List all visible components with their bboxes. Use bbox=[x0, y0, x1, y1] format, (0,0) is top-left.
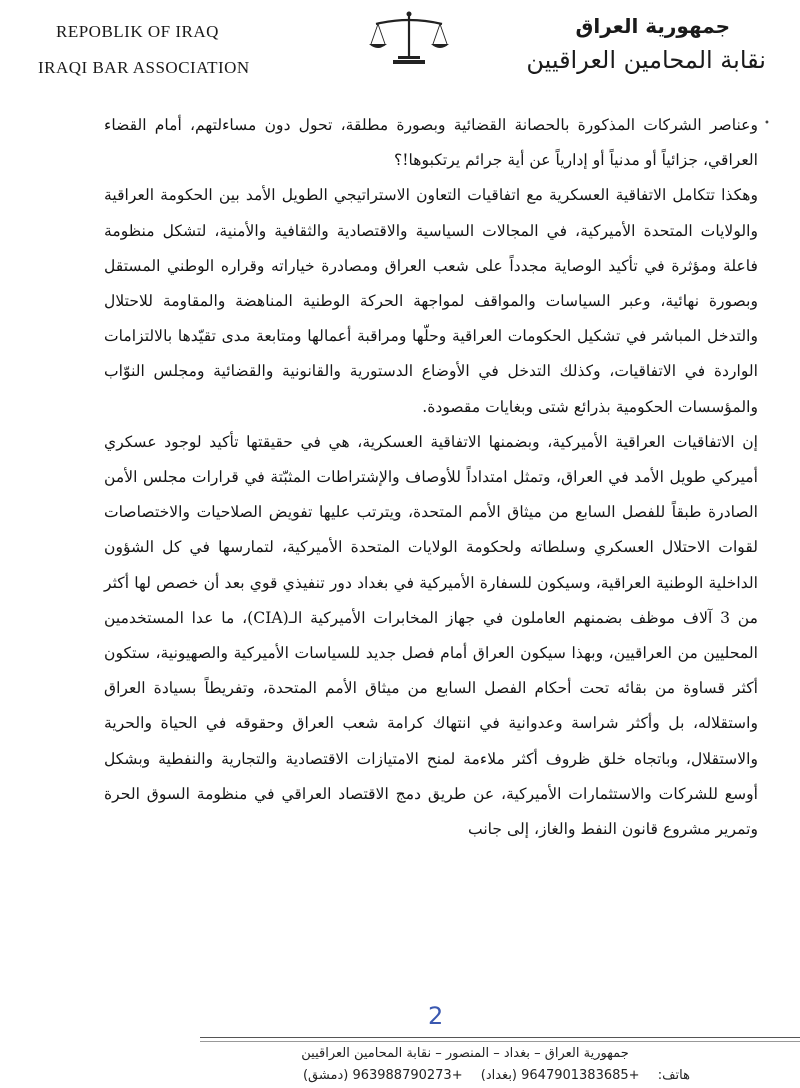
scales-of-justice-icon bbox=[368, 10, 450, 66]
footer-address: جمهورية العراق – بغداد – المنصور – نقابة المحامين العراقيين bbox=[301, 1046, 629, 1061]
english-header bbox=[38, 22, 250, 78]
phone-baghdad: +9647901383685 (بغداد) bbox=[480, 1068, 640, 1083]
footer-divider bbox=[200, 1037, 800, 1038]
association-name-english: IRAQI BAR ASSOCIATION bbox=[38, 58, 250, 77]
phone-label: هاتف: bbox=[657, 1068, 690, 1083]
paragraph-2: وهكذا تتكامل الاتفاقية العسكرية مع اتفاقيات التعاون الاستراتيجي الطويل الأمد بين الحكومة العراقية والولايات المتحدة الأميركية، في المجالات السياسية والاقتصادية والثقافية والأمنية، لتشكل منظومة فاعلة ومؤثرة في تأكيد الوصاية مجدداً على شعب العراق ومصادرة خياراته وقراره الوطني المستقل وبصورة نهائية، وعبر السياسات والمواقف لمواجهة الحركة الوطنية المناهضة والمقاومة للاحتلال والتدخل المباشر في تشكيل الحكومات العراقية وحلّها ومراقبة أعمالها ومتابعة مدى تقيّدها بالالتزامات الواردة في الاتفاقيات، وكذلك التدخل في الأوضاع الدستورية والقانونية والقضائية ومجلس النوّاب والمؤسسات الحكومية بذرائع شتى وبغايات مقصودة. bbox=[104, 186, 758, 416]
bullet-mark: • bbox=[764, 118, 770, 129]
country-name-arabic: جمهورية العراق bbox=[575, 14, 730, 38]
footer-divider-inner bbox=[200, 1041, 800, 1042]
page-number: 2 bbox=[428, 1002, 444, 1030]
arabic-header bbox=[526, 14, 766, 74]
paragraph-1: وعناصر الشركات المذكورة بالحصانة القضائية وبصورة مطلقة، تحول دون مساءلتهم، أمام القضاء العراقي، جزائياً أو مدنياً أو إدارياً عن أية جرائم يرتكبوها!؟ bbox=[104, 116, 758, 170]
phone-damascus: +963988790273 (دمشق) bbox=[302, 1068, 463, 1083]
country-name-english: REPOBLIK OF IRAQ bbox=[56, 22, 219, 41]
letterhead bbox=[0, 0, 800, 95]
paragraph-3: إن الاتفاقيات العراقية الأميركية، وبضمنها الاتفاقية العسكرية، هي في حقيقتها تأكيد لوجود عسكري أميركي طويل الأمد في العراق، وتمثل امتداداً للأوصاف والإشتراطات المثبّتة في قرارات مجلس الأمن الصادرة طبقاً للفصل السابع من ميثاق الأمم المتحدة، ويترتب عليها تفويض الصلاحيات والاختصاصات لقوات الاحتلال العسكري وسلطاته ولحكومة الولايات المتحدة الأميركية، لتمارسها في كل الشؤون الداخلية الوطنية العراقية، وسيكون للسفارة الأميركية في بغداد دور تنفيذي قوي بعد أن خصص لها أكثر من 3 آلاف موظف بضمنهم العاملون في جهاز المخابرات الأميركية الـ(CIA)، ما عدا المستخدمين المحليين من العراقيين، وبهذا سيكون العراق أمام فصل جديد للسياسات الأميركية والصهيونية، ستكون أكثر قساوة من بقائه تحت أحكام الفصل السابع من ميثاق الأمم المتحدة، وتفريطاً بسيادة العراق واستقلاله، بل وأكثر شراسة وعدوانية في انتهاك كرامة شعب العراق وحقوقه في الحياة والحرية والاستقلال، وباتجاه خلق ظروف أكثر ملاءمة لمنح الامتيازات الاقتصادية والتجارية والنفطية وبشكل أوسع للشركات والاستثمارات الأميركية، عن طريق دمج الاقتصاد العراقي في منظومة السوق الحرة وتمرير مشروع قانون النفط والغاز، إلى جانب bbox=[104, 432, 759, 839]
document-body bbox=[104, 108, 758, 847]
footer-phones bbox=[289, 1068, 690, 1083]
association-name-arabic: نقابة المحامين العراقيين bbox=[526, 46, 766, 74]
